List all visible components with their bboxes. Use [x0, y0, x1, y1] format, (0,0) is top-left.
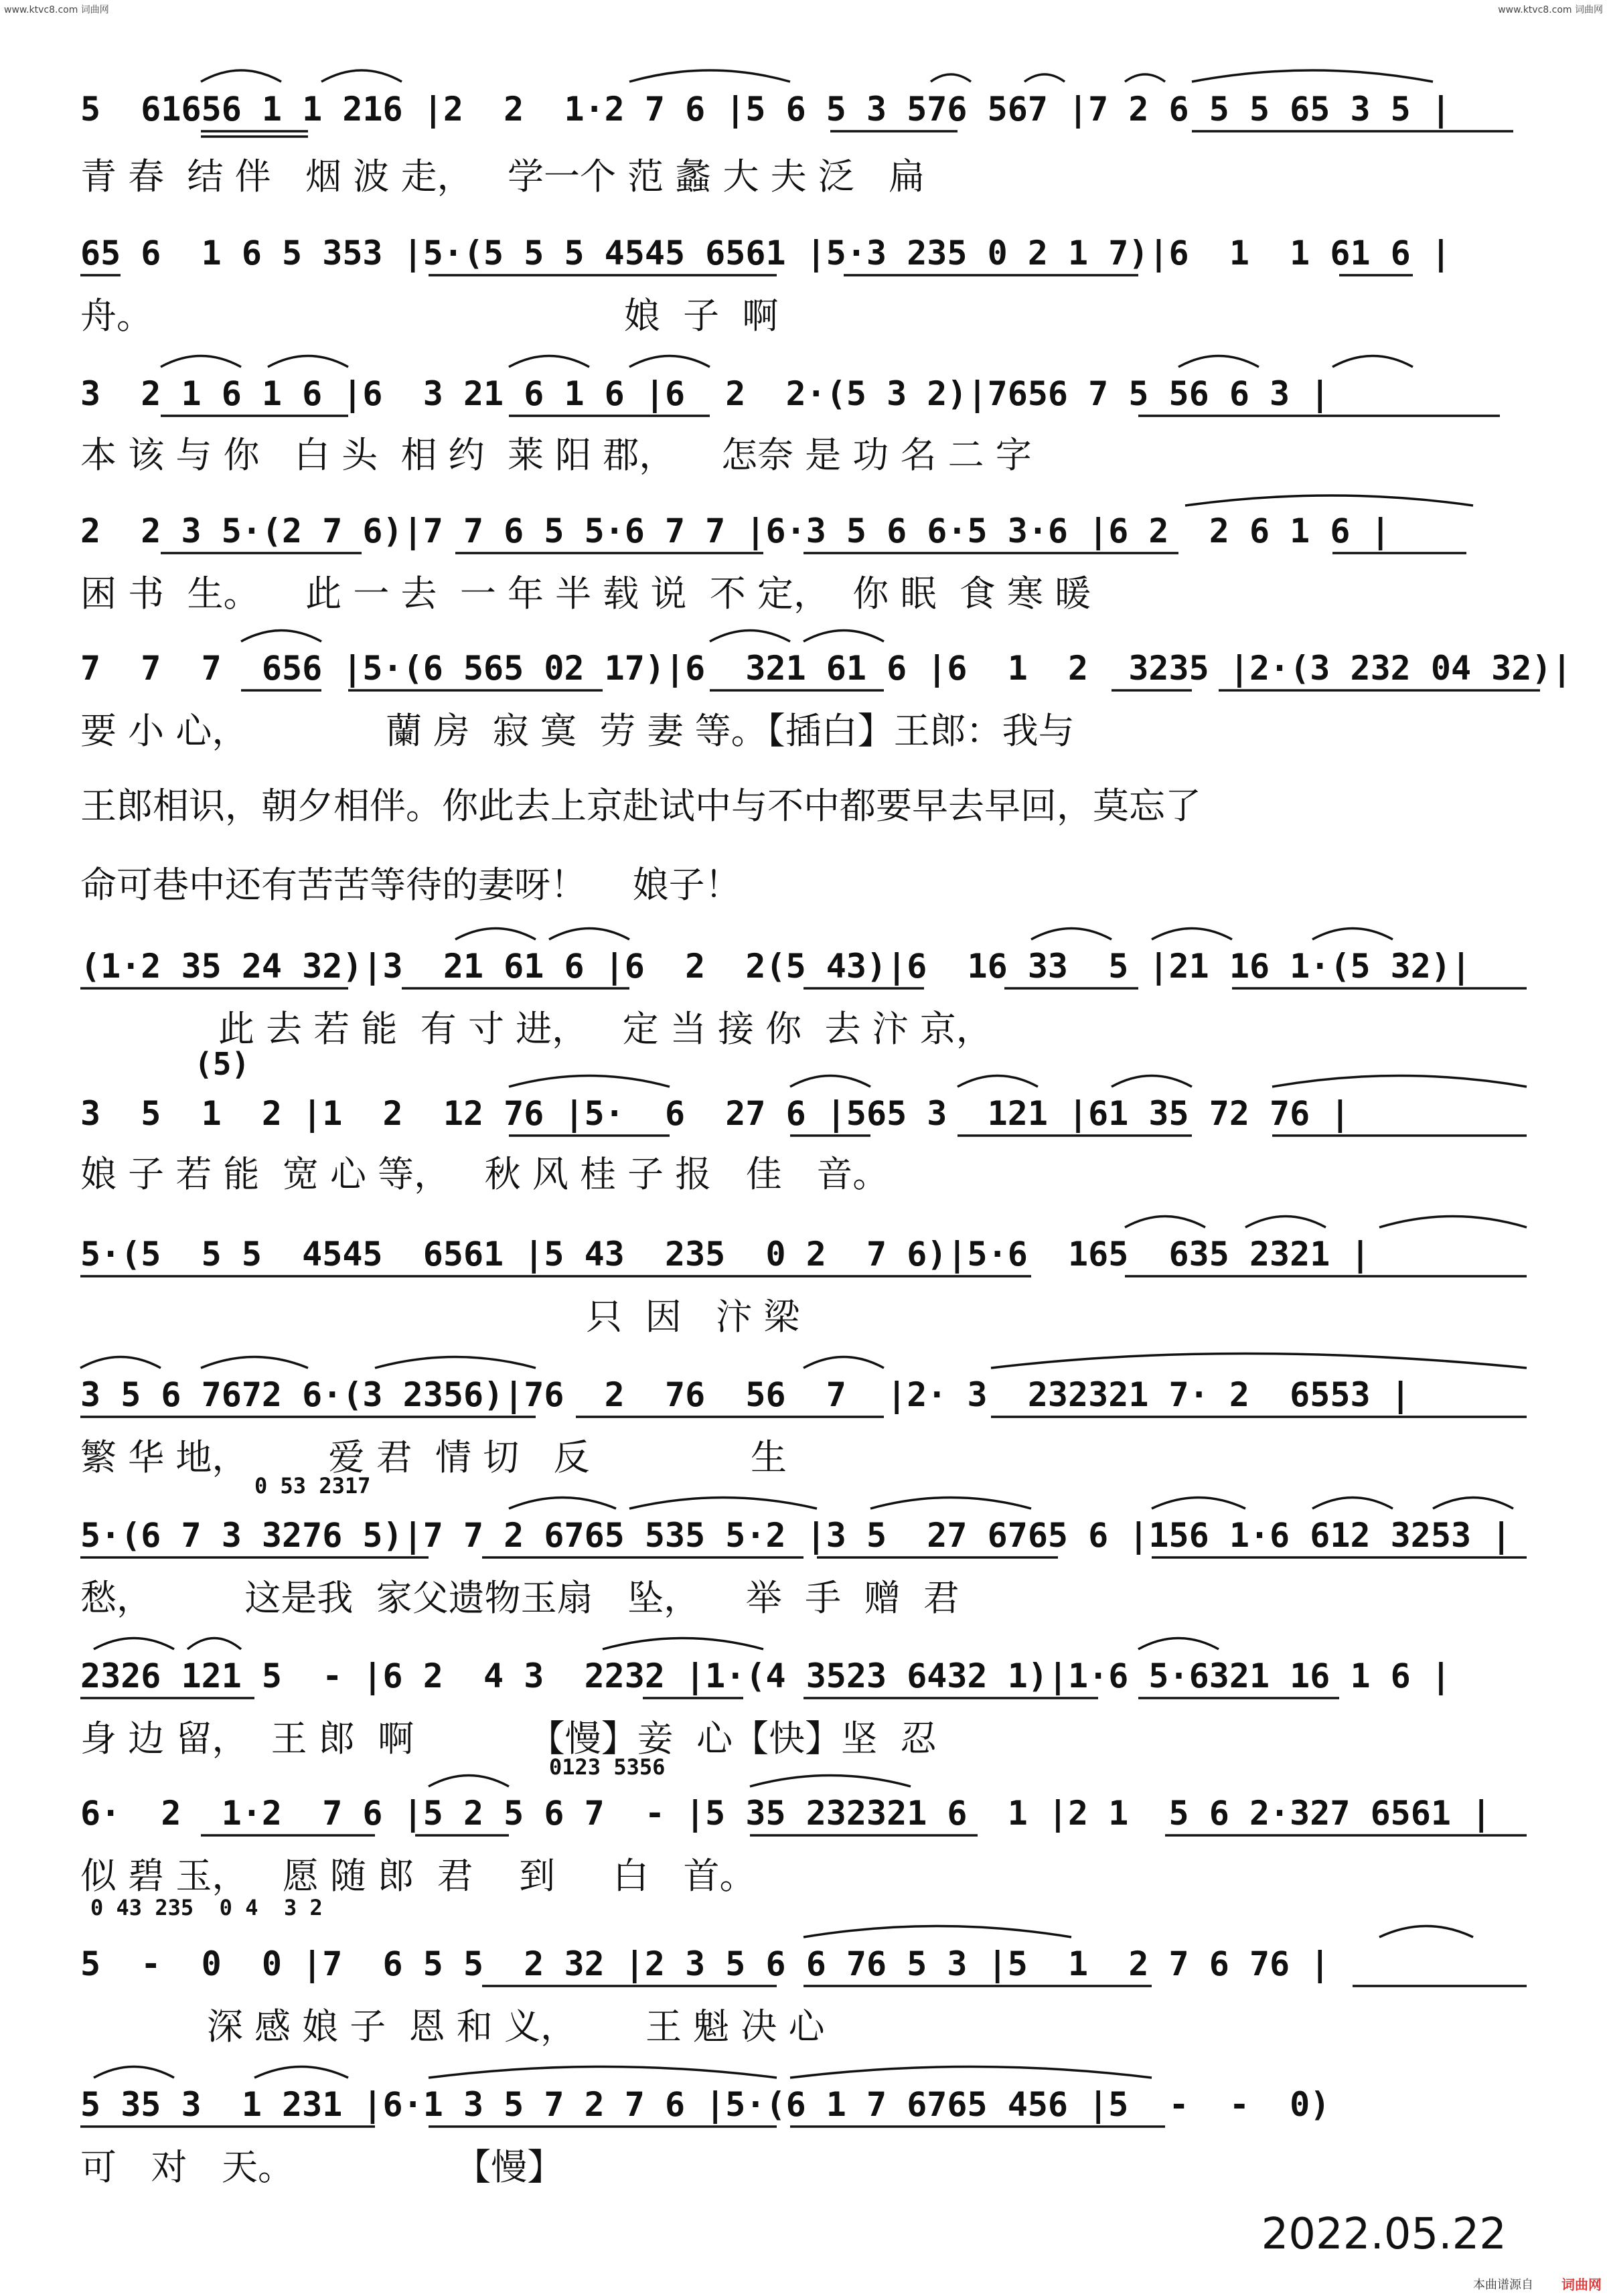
dialogue-line-1: 王郎相识，朝夕相伴。你此去上京赴试中与不中都要早去早回，莫忘了 — [80, 785, 1201, 827]
site-header-right: www.ktvc8.com 词曲网 — [1498, 5, 1603, 15]
notation-line-4: 2 2 3 5·(2 7 6)|7 7 6 5 5·6 7 7 |6·3 5 6 6·5 3·6 |6 2 2 6 1 6 | — [80, 512, 1391, 550]
notation-line-6: (1·2 35 24 32)|3 21 61 6 |6 2 2(5 43)|6 16 33 5 |21 16 1·(5 32)| — [80, 947, 1472, 986]
score-system-5 — [80, 631, 1572, 753]
score-system-2 — [80, 234, 1451, 337]
notation-line-14: 5 35 3 1 231 |6·1 3 5 7 2 7 6 |5·(6 1 7 6765 456 |5 - - 0) — [80, 2085, 1330, 2124]
lyric-line-12: 似 碧 玉， 愿 随 郎 君 到 白 首。 — [80, 1855, 756, 1897]
date-stamp: 2022.05.22 — [1261, 2210, 1507, 2259]
score-system-10 — [80, 1473, 1527, 1619]
lyric-line-9: 繁 华 地， 爱 君 情 切 反 生 — [80, 1436, 787, 1478]
lyric-line-8: 只 因 汴 梁 — [80, 1296, 800, 1338]
above-mark-13: 0 43 235 0 4 3 2 — [90, 1895, 323, 1920]
lyric-line-1: 青 春 结 伴 烟 波 走， 学一个 范 蠡 大 夫 泛 扁 — [80, 155, 925, 198]
score-system-12 — [80, 1754, 1527, 1897]
notation-line-13: 5 - 0 0 |7 6 5 5 2 32 |2 3 5 6 6 76 5 3 |5 1 2 7 6 76 | — [80, 1944, 1330, 1983]
score-system-13 — [80, 1895, 1527, 2048]
lyric-line-14: 可 对 天。 【慢】 — [80, 2146, 564, 2188]
lyric-line-7: 娘 子 若 能 宽 心 等， 秋 风 桂 子 报 佳 音。 — [80, 1153, 889, 1195]
lyric-line-10: 愁， 这是我 家父遗物玉扇 坠， 举 手 赠 君 — [80, 1577, 960, 1619]
dialogue-line-2: 命可巷中还有苦苦等待的妻呀！ 娘子！ — [80, 864, 741, 906]
score-system-7 — [80, 1046, 1527, 1195]
score-system-3 — [80, 356, 1500, 477]
score-system-6 — [80, 929, 1527, 1051]
notation-line-5: 7 7 7 656 |5·(6 565 02 17)|6 321 61 6 |6 1 2 3235 |2·(3 232 04 32)| — [80, 649, 1572, 688]
site-logo: 词曲网 — [1561, 2277, 1602, 2293]
lyric-line-4: 困 书 生。 此 一 去 一 年 半 载 说 不 定， 你 眠 食 寒 暖 — [80, 572, 1091, 615]
score-system-1 — [80, 70, 1513, 198]
lyric-line-6: 此 去 若 能 有 寸 进， 定 当 接 你 去 汴 京， — [80, 1008, 992, 1050]
lyric-line-11: 身 边 留， 王 郎 啊 【慢】妾 心【快】坚 忍 — [80, 1717, 937, 1760]
above-mark-7: (5) — [194, 1046, 250, 1082]
notation-line-12: 6· 2 1·2 7 6 |5 2 5 6 7 - |5 35 232321 6 1 |2 1 5 6 2·327 6561 | — [80, 1794, 1492, 1833]
score-system-4 — [80, 495, 1473, 615]
score-system-9 — [80, 1354, 1527, 1479]
notation-line-9: 3 5 6 7672 6·(3 2356)|76 2 76 56 7 |2· 3 232321 7· 2 6553 | — [80, 1375, 1411, 1414]
score-system-11 — [80, 1638, 1451, 1760]
lyric-line-5: 要 小 心， 蘭 房 寂 寞 劳 妻 等。【插白】王郎：我与 — [80, 710, 1075, 752]
lyric-line-2: 舟。 娘 子 啊 — [80, 295, 779, 337]
score-system-14 — [80, 2067, 1330, 2189]
above-mark-10: 0 53 2317 — [254, 1473, 371, 1499]
notation-line-8: 5·(5 5 5 4545 6561 |5 43 235 0 2 7 6)|5·6 165 635 2321 | — [80, 1235, 1371, 1274]
notation-line-1: 5 61656 1 1 216 |2 2 1·2 7 6 |5 6 5 3 576 567 |7 2 6 5 5 65 3 5 | — [80, 90, 1451, 129]
source-note: 本曲谱源自 — [1473, 2278, 1533, 2292]
notation-line-2: 65 6 1 6 5 353 |5·(5 5 5 4545 6561 |5·3 235 0 2 1 7)|6 1 1 61 6 | — [80, 234, 1451, 273]
above-mark-12: 0123 5356 — [549, 1754, 666, 1780]
notation-line-7: 3 5 1 2 |1 2 12 76 |5· 6 27 6 |565 3 121 |61 35 72 76 | — [80, 1094, 1351, 1133]
notation-line-11: 2326 121 5 - |6 2 4 3 2232 |1·(4 3523 6432 1)|1·6 5·6321 16 1 6 | — [80, 1657, 1451, 1695]
score-system-8 — [80, 1217, 1527, 1338]
notation-line-10: 5·(6 7 3 3276 5)|7 7 2 6765 535 5·2 |3 5 27 6765 6 |156 1·6 612 3253 | — [80, 1516, 1512, 1555]
notation-line-3: 3 2 1 6 1 6 |6 3 21 6 1 6 |6 2 2·(5 3 2)|7656 7 5 56 6 3 | — [80, 374, 1330, 413]
lyric-line-3: 本 该 与 你 白 头 相 约 莱 阳 郡， 怎奈 是 功 名 二 字 — [80, 434, 1032, 476]
site-header-left: www.ktvc8.com 词曲网 — [4, 5, 109, 15]
lyric-line-13: 深 感 娘 子 恩 和 义， 王 魁 决 心 — [80, 2005, 825, 2048]
